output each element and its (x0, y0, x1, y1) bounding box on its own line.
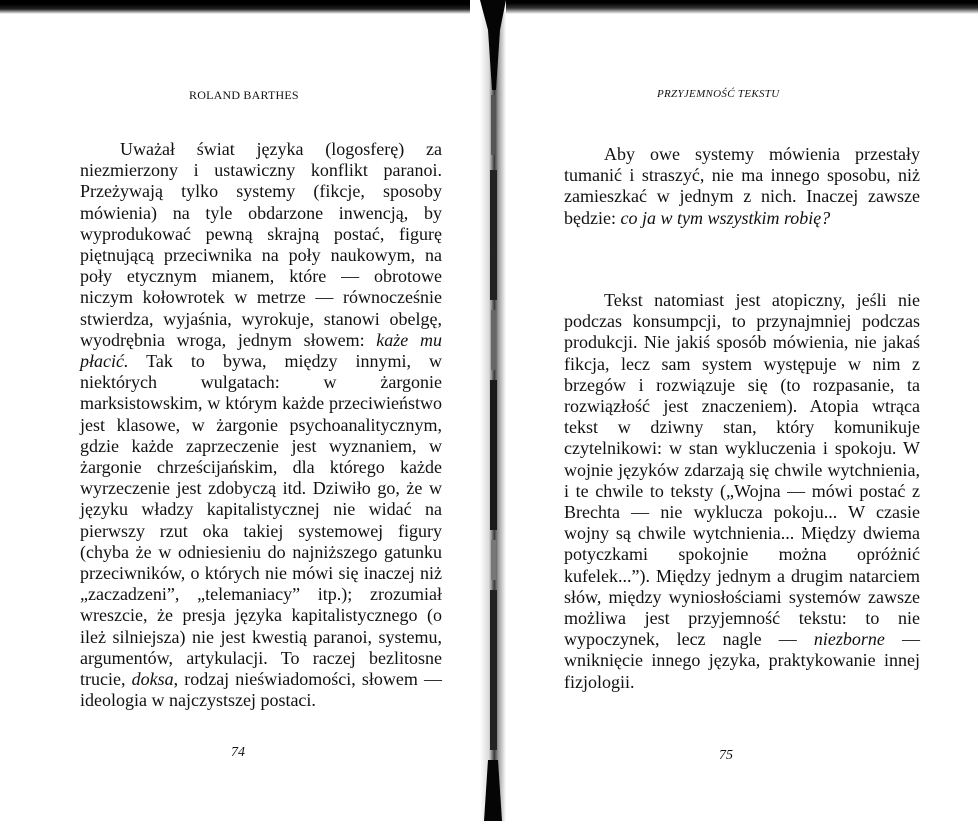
right-page (506, 0, 978, 821)
running-head-author: ROLAND BARTHES (189, 88, 299, 102)
right-page-body-2 (564, 290, 920, 693)
book-spine-gutter (480, 0, 506, 821)
left-page-body (80, 139, 442, 711)
left-paragraph: Uważał świat języka (logosferę) za niezmierzony i ustawiczny konflikt paranoi. Przeżywają tylko systemy (fikcje, sposoby mówienia) na tyle obdarzone inwencją, by wyprodukować pewną skrajną postać, figurę piętnującą przeciwnika na poły naukowym, na poły etycznym mianem, które — obrotowe niczym kołowrotek w metrze — równocześnie stwierdza, wyjaśnia, wyrokuje, stanowi obelgę, wyodrębnia wroga, jednym słowem: każe mu płacić. Tak to bywa, między innymi, w niektórych wulgatach: w żargonie marksistowskim, w którym każde przeciwieństwo jest klasowe, w żargonie psychoanalitycznym, gdzie każde zaprzeczenie jest wyznaniem, w żargonie chrześcijańskim, dla którego każde wyrzeczenie jest zdobyczą itd. Dziwiło go, że w języku władzy kapitalistycznej nie widać na pierwszy rzut oka takiej systemowej figury (chyba że w odniesieniu do najniższego gatunku przeciwników, o których nie mówi się inaczej niż „zaczadzeni”, „telemaniacy” itp.); zrozumiał wreszcie, że presja języka kapitalistycznego (o ileż silniejsza) nie jest kwestią paranoi, systemu, argumentów, artykulacji. To raczej bezlitosne trucie, doksa, rodzaj nieświadomości, słowem — ideologia w najczystszej postaci. (80, 139, 442, 711)
page-number-left: 74 (231, 745, 245, 760)
running-head-title: PRZYJEMNOŚĆ TEKSTU (657, 88, 780, 100)
page-number-right: 75 (719, 748, 733, 763)
right-page-body-1 (564, 144, 920, 229)
right-paragraph-1: Aby owe systemy mówienia przestały tumanić i straszyć, nie ma innego sposobu, niż zamieszkać w jednym z nich. Inaczej zawsze będzie: co ja w tym wszystkim robię? (564, 144, 920, 228)
left-page (0, 0, 480, 821)
right-paragraph-2: Tekst natomiast jest atopiczny, jeśli nie podczas konsumpcji, to przynajmniej podczas produkcji. Nie jakiś sposób mówienia, nie jakaś fikcja, lecz sam system występuje w nim z brzegów i rozwiązuje się (to rozpasanie, ta rozwiązłość jest znaczeniem). Atopia wtrąca tekst w dziwny stan, który komunikuje czytelnikowi: w stan wykluczenia i spokoju. W wojnie języków zdarzają się chwile wytchnienia, i te chwile to teksty („Wojna — mówi postać z Brechta — nie wyklucza pokoju... W czasie wojny są chwile wytchnienia... Między dwiema potyczkami spokojnie można opróżnić kufelek...”). Między jednym a drugim natarciem słów, między wyniosłościami systemów zawsze możliwa jest przyjemność tekstu: to nie wypoczynek, lecz nagle — niezborne — wniknięcie innego języka, praktykowanie innej fizjologii. (564, 290, 921, 692)
